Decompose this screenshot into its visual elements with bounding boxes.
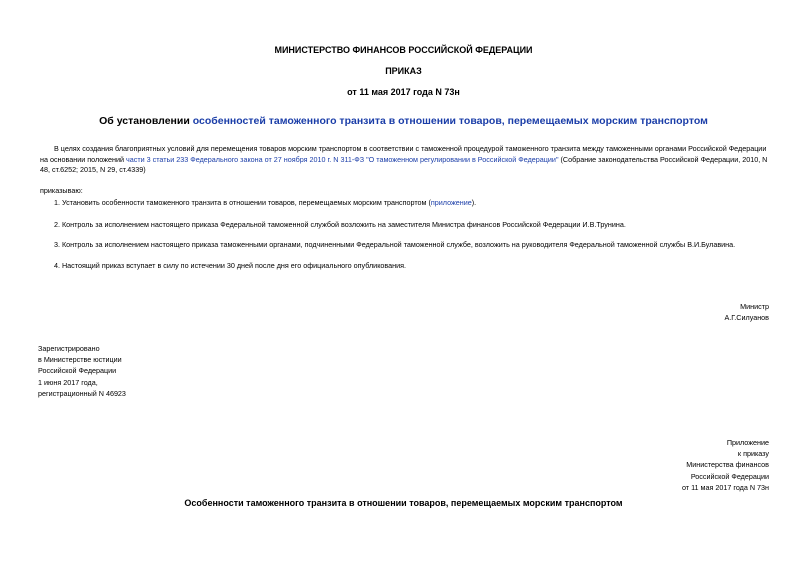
registration-line-1: Зарегистрировано <box>38 344 100 353</box>
registration-line-3: Российской Федерации <box>38 366 117 376</box>
item-1-text: 1. Установить особенности таможенного транзита в отношении товаров, перемещаемых морским транспортом ( <box>54 198 431 207</box>
appendix-header-block <box>682 437 769 493</box>
law-link[interactable]: части 3 статьи 233 Федерального закона от 27 ноября 2010 г. N 311-ФЗ "О таможенном регулировании в Российской Федерации" <box>125 154 559 164</box>
order-item-2: 2. Контроль за исполнением настоящего приказа Федеральной таможенной службой возложить на заместителя Министра финансов Российской Федерации И.В.Трунина. <box>54 220 626 229</box>
registration-line-2: в Министерстве юстиции <box>38 355 122 365</box>
appendix-line-5: от 11 мая 2017 года N 73н <box>681 482 769 492</box>
order-item-1 <box>54 198 770 209</box>
ministry-heading: МИНИСТЕРСТВО ФИНАНСОВ РОССИЙСКОЙ ФЕДЕРАЦИИ <box>274 45 533 55</box>
doc-type-heading: ПРИКАЗ <box>385 66 422 76</box>
appendix-line-3: Министерства финансов <box>686 460 769 470</box>
order-item-4: 4. Настоящий приказ вступает в силу по истечении 30 дней после дня его официального опубликования. <box>54 261 407 270</box>
appendix-link[interactable]: приложение <box>430 198 472 207</box>
appendix-line-1: Приложение <box>726 438 769 447</box>
appendix-title: Особенности таможенного транзита в отношении товаров, перемещаемых морским транспортом <box>184 498 623 508</box>
registration-line-4: 1 июня 2017 года, <box>38 377 98 387</box>
signature-name: А.Г.Силуанов <box>724 313 769 322</box>
order-item-3: 3. Контроль за исполнением настоящего приказа таможенными органами, подчиненными Федеральной таможенной службе, возложить на руководителя Федеральной таможенной службы В.И.Булавина. <box>54 240 736 249</box>
prikazyvayu-text: приказываю: <box>40 186 83 195</box>
item-1-end: ). <box>471 198 477 207</box>
preamble-text-1: В целях создания благоприятных условий для перемещения товаров морским транспортом в соответствии с таможенной процедурой таможенного транзита между таможенными органами Российской Федерации на основании положений <box>40 144 767 164</box>
registration-line-5: регистрационный N 46923 <box>38 388 126 398</box>
registration-block <box>38 343 126 399</box>
signature-title: Министр <box>740 302 769 311</box>
date-number-heading: от 11 мая 2017 года N 73н <box>347 87 460 97</box>
preamble-text-2: (Собрание законодательства Российской Федерации, 2010, N 48, ст.6252; 2015, N 29, ст.4339) <box>40 154 768 174</box>
subject-link[interactable]: особенностей таможенного транзита в отношении товаров, перемещаемых морским транспортом <box>192 115 708 127</box>
appendix-line-2: к приказу <box>737 449 769 459</box>
subject-heading <box>0 115 807 127</box>
preamble-paragraph <box>40 144 770 176</box>
subject-prefix: Об установлении <box>99 115 193 127</box>
appendix-line-4: Российской Федерации <box>690 471 769 481</box>
